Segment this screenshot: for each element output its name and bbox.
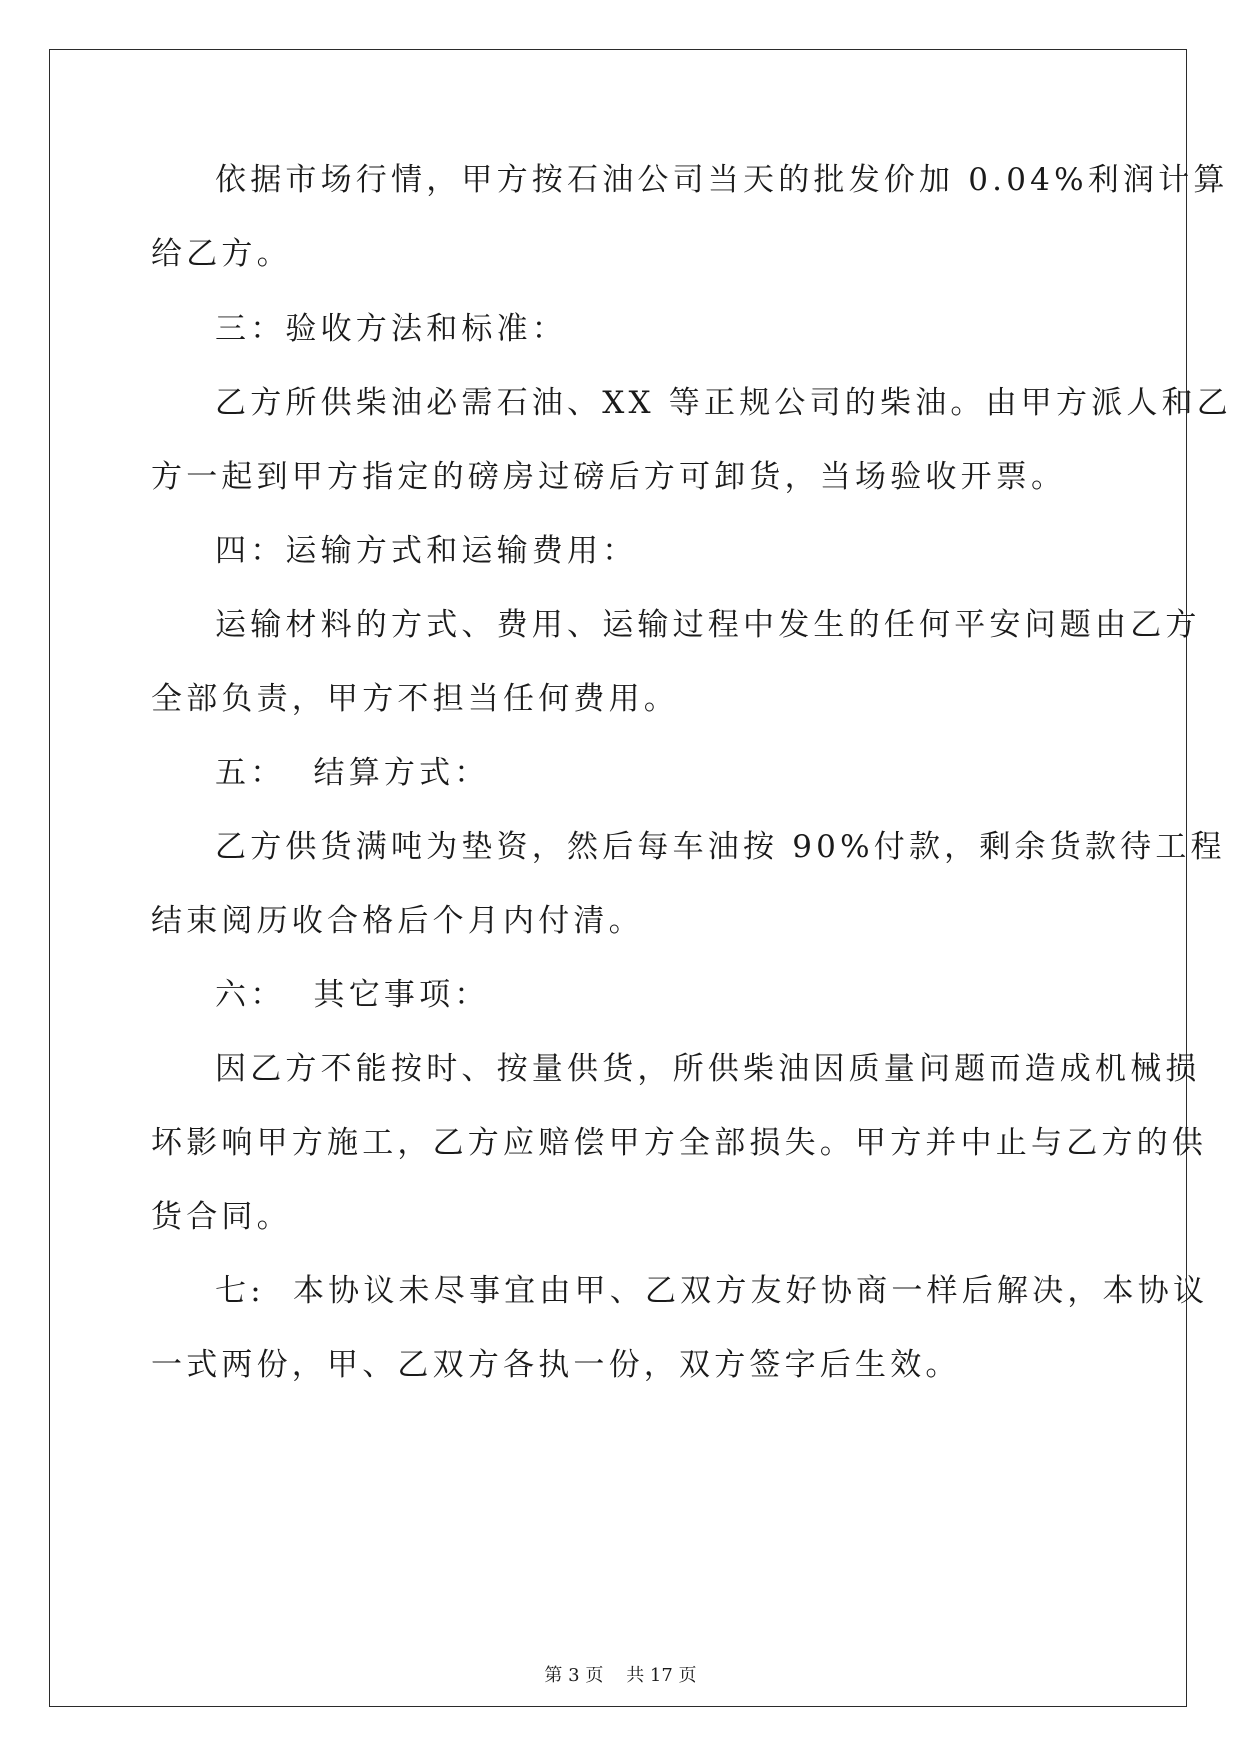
paragraph-line: 依据市场行情，甲方按石油公司当天的批发价加 0.04%利润计算 [215, 162, 1229, 198]
paragraph-line: 一式两份，甲、乙双方各执一份，双方签字后生效。 [151, 1347, 961, 1383]
page-number: 第 3 页 共 17 页 [544, 1665, 697, 1686]
paragraph-line: 因乙方不能按时、按量供货，所供柴油因质量问题而造成机械损 [215, 1051, 1201, 1087]
section-heading-5: 五： 结算方式： [215, 755, 490, 791]
paragraph-line: 结束阅历收合格后个月内付清。 [151, 903, 644, 939]
section-heading-3: 三：验收方法和标准： [215, 311, 567, 347]
page-footer [0, 1664, 1241, 1688]
paragraph-line: 乙方所供柴油必需石油、XX 等正规公司的柴油。由甲方派人和乙 [215, 385, 1232, 421]
paragraph-line: 运输材料的方式、费用、运输过程中发生的任何平安问题由乙方 [215, 607, 1201, 643]
paragraph-line: 乙方供货满吨为垫资，然后每车油按 90%付款，剩余货款待工程 [215, 829, 1226, 865]
paragraph-line: 给乙方。 [151, 236, 292, 272]
section-heading-4: 四：运输方式和运输费用： [215, 533, 638, 569]
page-border [49, 49, 1187, 1707]
paragraph-line: 全部负责，甲方不担当任何费用。 [151, 681, 679, 717]
paragraph-line: 坏影响甲方施工，乙方应赔偿甲方全部损失。甲方并中止与乙方的供 [151, 1125, 1207, 1161]
section-heading-7: 七: 本协议未尽事宜由甲、乙双方友好协商一样后解决，本协议 [215, 1273, 1209, 1309]
paragraph-line: 货合同。 [151, 1199, 292, 1235]
paragraph-line: 方一起到甲方指定的磅房过磅后方可卸货，当场验收开票。 [151, 459, 1067, 495]
section-heading-6: 六： 其它事项： [215, 977, 490, 1013]
